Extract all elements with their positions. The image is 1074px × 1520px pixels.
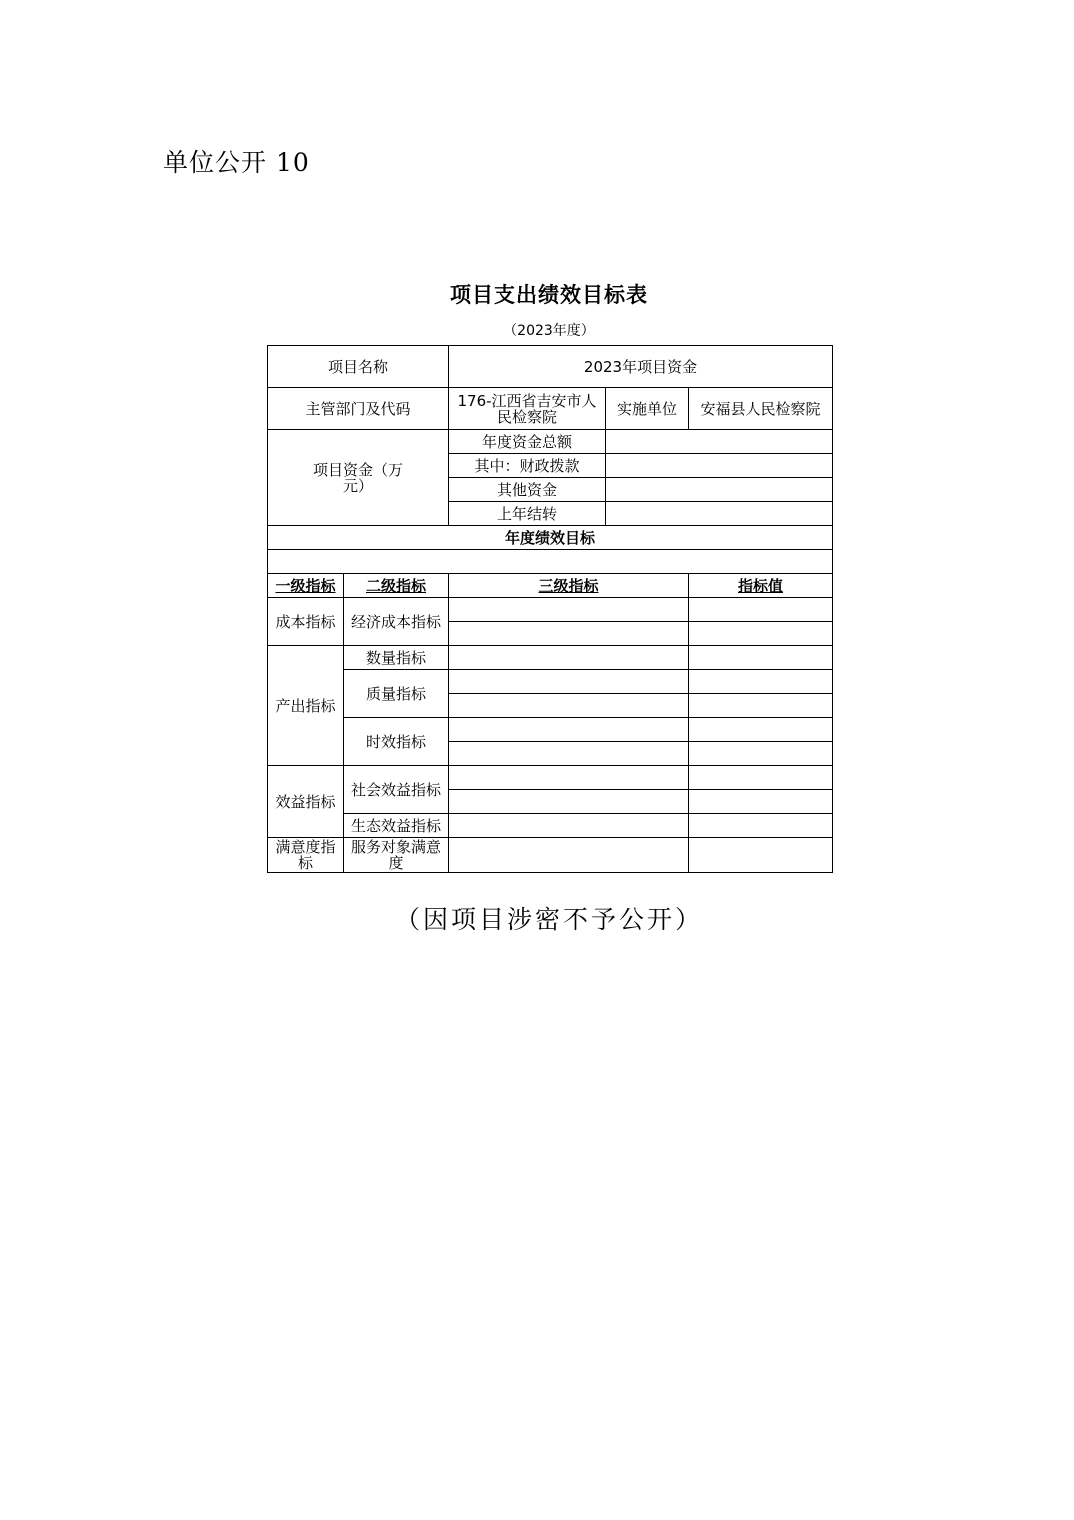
value-cell xyxy=(689,646,833,670)
funds-row-value xyxy=(606,502,833,526)
annual-goal-label: 年度绩效目标 xyxy=(268,526,833,550)
funds-row-label: 其中：财政拨款 xyxy=(449,454,606,478)
funds-row-value xyxy=(606,478,833,502)
funds-row-value xyxy=(606,430,833,454)
confidential-note: （因项目涉密不予公开） xyxy=(394,905,703,934)
table-row xyxy=(268,670,833,694)
header-value: 指标值 xyxy=(689,574,833,598)
level3-cell xyxy=(449,694,689,718)
benefit-indicator: 效益指标 xyxy=(268,766,344,838)
impl-unit-label: 实施单位 xyxy=(606,388,689,430)
header-level1: 一级指标 xyxy=(268,574,344,598)
table-row xyxy=(268,718,833,742)
eco-benefit-indicator: 生态效益指标 xyxy=(344,814,449,838)
performance-target-table xyxy=(267,345,833,873)
impl-unit-value: 安福县人民检察院 xyxy=(689,388,833,430)
dept-value: 176-江西省吉安市人民检察院 xyxy=(449,388,606,430)
quality-indicator: 质量指标 xyxy=(344,670,449,718)
level3-cell xyxy=(449,646,689,670)
output-indicator: 产出指标 xyxy=(268,646,344,766)
value-cell xyxy=(689,790,833,814)
unit-disclosure-label: 单位公开 10 xyxy=(163,148,310,177)
table-row xyxy=(268,598,833,622)
project-name-value: 2023年项目资金 xyxy=(449,346,833,388)
funds-row-value xyxy=(606,454,833,478)
project-name-label: 项目名称 xyxy=(268,346,449,388)
table-row xyxy=(268,766,833,790)
document-year: （2023年度） xyxy=(503,323,595,339)
value-cell xyxy=(689,670,833,694)
table-row xyxy=(268,388,833,430)
level3-cell xyxy=(449,790,689,814)
funds-row-label: 其他资金 xyxy=(449,478,606,502)
value-cell xyxy=(689,598,833,622)
value-cell xyxy=(689,814,833,838)
table-row xyxy=(268,346,833,388)
table-row xyxy=(268,574,833,598)
table-row xyxy=(268,430,833,454)
table-row xyxy=(268,550,833,574)
table-row xyxy=(268,526,833,550)
funds-row-label: 年度资金总额 xyxy=(449,430,606,454)
economic-cost-indicator: 经济成本指标 xyxy=(344,598,449,646)
value-cell xyxy=(689,742,833,766)
annual-goal-value xyxy=(268,550,833,574)
quantity-indicator: 数量指标 xyxy=(344,646,449,670)
header-level3: 三级指标 xyxy=(449,574,689,598)
funds-row-label: 上年结转 xyxy=(449,502,606,526)
satisfaction-indicator: 满意度指标 xyxy=(268,838,344,873)
level3-cell xyxy=(449,598,689,622)
level3-cell xyxy=(449,838,689,873)
level3-cell xyxy=(449,766,689,790)
value-cell xyxy=(689,622,833,646)
table-row xyxy=(268,646,833,670)
cost-indicator: 成本指标 xyxy=(268,598,344,646)
service-satisfaction-indicator: 服务对象满意度 xyxy=(344,838,449,873)
table-row xyxy=(268,814,833,838)
header-level2: 二级指标 xyxy=(344,574,449,598)
value-cell xyxy=(689,694,833,718)
level3-cell xyxy=(449,622,689,646)
table-row xyxy=(268,838,833,873)
social-benefit-indicator: 社会效益指标 xyxy=(344,766,449,814)
dept-label: 主管部门及代码 xyxy=(268,388,449,430)
document-title: 项目支出绩效目标表 xyxy=(450,283,648,307)
funds-label: 项目资金（万元） xyxy=(268,430,449,526)
level3-cell xyxy=(449,742,689,766)
level3-cell xyxy=(449,670,689,694)
value-cell xyxy=(689,718,833,742)
level3-cell xyxy=(449,718,689,742)
value-cell xyxy=(689,766,833,790)
value-cell xyxy=(689,838,833,873)
level3-cell xyxy=(449,814,689,838)
timeliness-indicator: 时效指标 xyxy=(344,718,449,766)
